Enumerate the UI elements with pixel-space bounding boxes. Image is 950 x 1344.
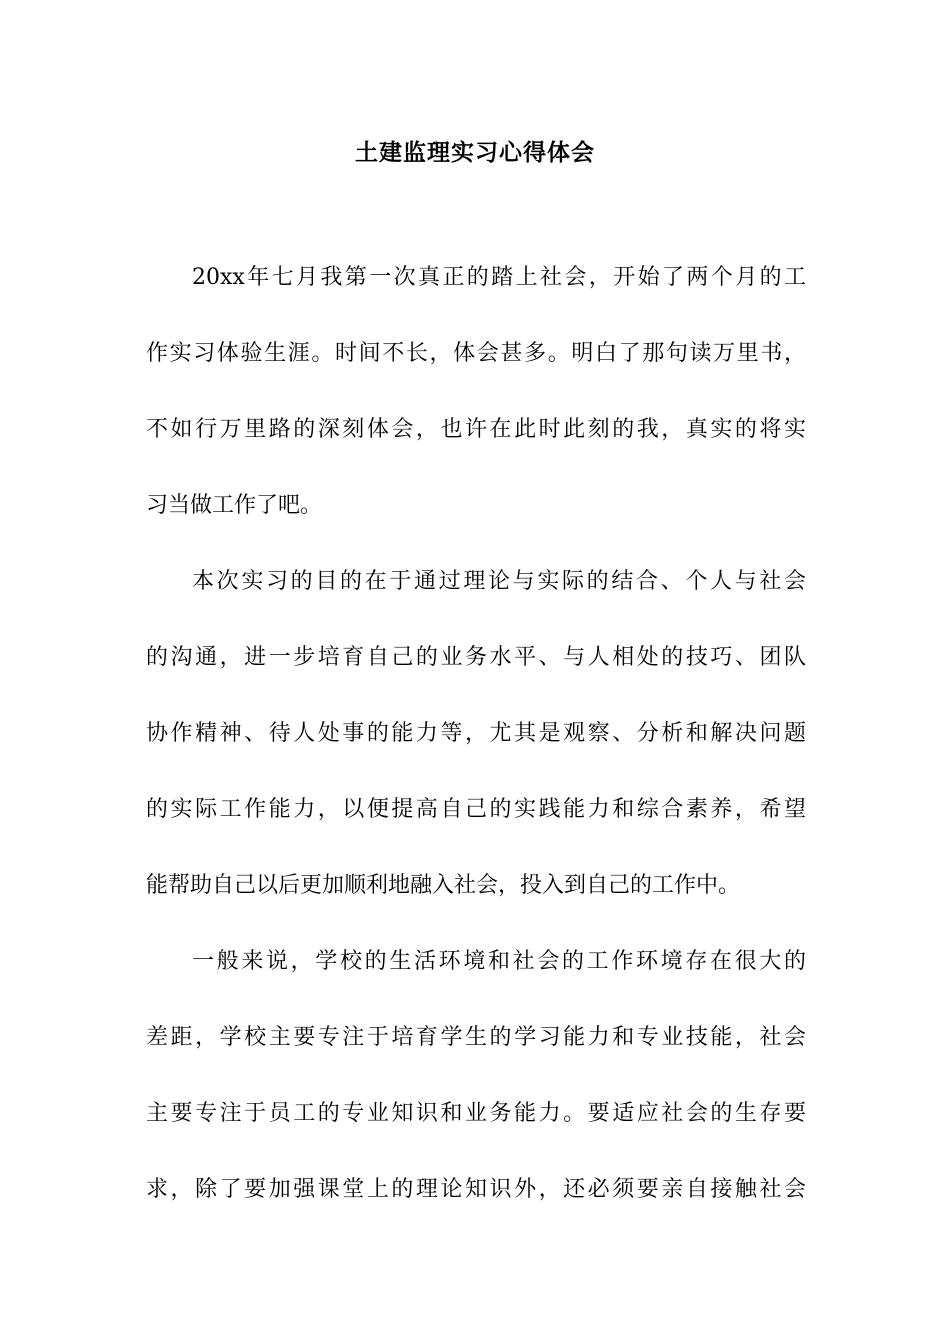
paragraph-2-line-3: 协作精神、待人处事的能力等，尤其是观察、分析和解决问题 [146,721,806,746]
document-body [146,256,806,1244]
paragraph-3-line-2: 差距，学校主要专注于培育学生的学习能力和专业技能，社会 [146,1025,806,1050]
paragraph-2-line-5: 能帮助自己以后更加顺利地融入社会，投入到自己的工作中。 [146,873,741,898]
paragraph-3-line-1: 一般来说，学校的生活环境和社会的工作环境存在很大的 [192,949,806,974]
paragraph-2-line-2: 的沟通，进一步培育自己的业务水平、与人相处的技巧、团队 [146,645,806,670]
paragraph-1-line-2: 作实习体验生涯。时间不长，体会甚多。明白了那句读万里书， [146,341,806,366]
paragraph-3-line-4: 求，除了要加强课堂上的理论知识外，还必须要亲自接触社会 [146,1177,806,1202]
document-title: 土建监理实习心得体会 [355,139,595,166]
paragraph-1-line-4: 习当做工作了吧。 [146,493,323,518]
paragraph-2-line-4: 的实际工作能力，以便提高自己的实践能力和综合素养，希望 [146,797,806,822]
paragraph-2-line-1: 本次实习的目的在于通过理论与实际的结合、个人与社会 [192,569,806,594]
paragraph-1-line-1: 20xx年七月我第一次真正的踏上社会，开始了两个月的工 [192,265,806,290]
paragraph-3-line-3: 主要专注于员工的专业知识和业务能力。要适应社会的生存要 [146,1101,806,1126]
paragraph-1-line-3: 不如行万里路的深刻体会，也许在此时此刻的我，真实的将实 [146,417,806,442]
